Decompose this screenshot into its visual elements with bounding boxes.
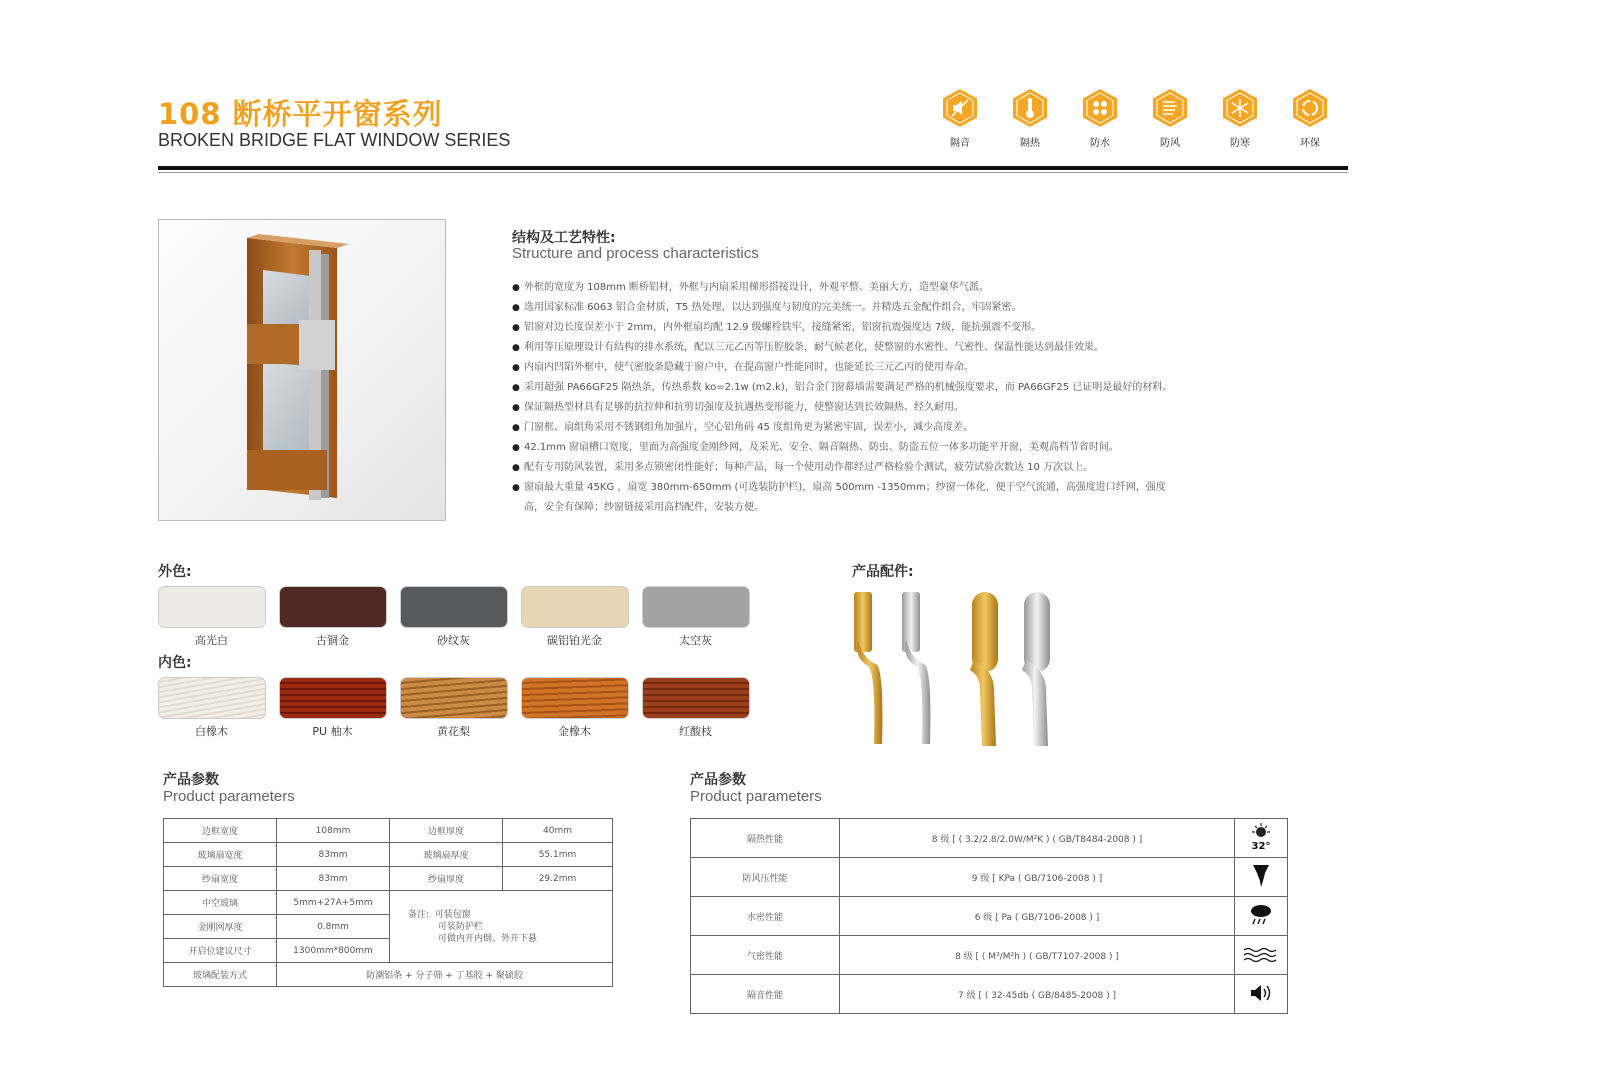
swatch-outer-2 <box>279 586 386 648</box>
outer-color-label: 外色: <box>158 564 192 580</box>
feature-eco <box>1290 88 1330 149</box>
swatch-outer-5 <box>642 586 749 648</box>
table-row <box>164 891 613 915</box>
page-subtitle: BROKEN BRIDGE FLAT WINDOW SERIES <box>158 130 511 150</box>
list-item: ● 外框的宽度为 108mm 断桥铝材，外框与内扇采用梯形搭接设计，外观平整、美丽大方，造型豪华气派。 <box>512 278 1232 298</box>
feature-label: 防水 <box>1090 138 1110 149</box>
water-drops-icon <box>1081 88 1119 128</box>
table-icon-cell <box>1235 936 1288 975</box>
handles-illustration <box>848 590 1078 750</box>
list-item: ● 采用超强 PA66GF25 隔热条，传热系数 ko=2.1w (m2.k)，铝合金门窗幕墙需要满足严格的机械强度要求，而 PA66GF25 已证明是最好的材料。 <box>512 378 1232 398</box>
thermometer-icon <box>1011 88 1049 128</box>
table-cell: 8 级 [ ( M³/M²h ) ( GB/T7107-2008 ) ] <box>840 936 1235 975</box>
table-cell: 纱扇厚度 <box>390 867 503 891</box>
table-row <box>164 867 613 891</box>
table-cell: 玻璃扇厚度 <box>390 843 503 867</box>
swatch-name: 黄花梨 <box>437 725 470 738</box>
list-item: ● 42.1mm 窗扇槽口宽度，里面为高强度金刚纱网，及采光、安全、隔音隔热、防虫、防盗五位一体多功能平开窗，美观高档节省时间。 <box>512 438 1232 458</box>
table-cell: 水密性能 <box>691 897 840 936</box>
table-cell: 40mm <box>503 819 613 843</box>
params-right-heading-en: Product parameters <box>690 788 822 805</box>
table-row <box>691 819 1288 858</box>
swatch-name: 高光白 <box>195 634 228 647</box>
params-left-table <box>163 818 613 987</box>
list-item: ● 内扇内凹陷外框中，使气密胶条隐藏于窗户中，在提高窗户性能同时，也能延长三元乙丙的使用寿命。 <box>512 358 1232 378</box>
swatch-outer-4 <box>521 586 628 648</box>
swatch-name: 太空灰 <box>679 634 712 647</box>
note-line: 可装包窗 <box>434 909 471 920</box>
table-icon-cell <box>1235 975 1288 1014</box>
table-row <box>691 897 1288 936</box>
product-image <box>158 219 446 521</box>
table-cell: 防潮铝条 + 分子筛 + 丁基胶 + 聚硫胶 <box>277 963 613 987</box>
table-cell: 隔热性能 <box>691 819 840 858</box>
table-row <box>691 936 1288 975</box>
swatch-name: 红酸枝 <box>679 725 712 738</box>
color-chip <box>642 586 750 628</box>
table-cell: 玻璃配装方式 <box>164 963 277 987</box>
feature-windproof <box>1150 88 1190 149</box>
swatch-outer-3 <box>400 586 507 648</box>
list-item: ● 保证隔热型材具有足够的抗拉伸和抗剪切强度及抗遇热变形能力，使整窗达到长效隔热、经久耐用。 <box>512 398 1232 418</box>
table-cell: 108mm <box>277 819 390 843</box>
swatch-inner-2 <box>279 677 386 739</box>
table-cell: 气密性能 <box>691 936 840 975</box>
table-note-cell <box>390 891 613 963</box>
table-cell: 纱扇宽度 <box>164 867 277 891</box>
list-item: ● 窗扇最大重量 45KG ，扇宽 380mm-650mm (可选装防护栏)，扇高 500mm -1350mm；纱窗一体化，便于空气流通，高强度进口纤网，强度高，安全有保障；纱窗链接采用高档配件，安装方便。 <box>512 478 1174 518</box>
color-chip <box>400 586 508 628</box>
table-cell: 55.1mm <box>503 843 613 867</box>
color-chip <box>521 677 629 719</box>
list-item: ● 选用国家标准 6063 铝合金材质，T5 热处理，以达到强度与韧度的完美统一。并精选五金配件组合，牢固紧密。 <box>512 298 1232 318</box>
handle-gold-1-lever <box>857 640 882 744</box>
table-cell: 边框厚度 <box>390 819 503 843</box>
table-row <box>691 975 1288 1014</box>
header-divider <box>158 166 1348 170</box>
table-row <box>164 819 613 843</box>
air-waves-icon <box>1243 946 1279 962</box>
handle-silver-1 <box>902 592 920 652</box>
color-chip <box>400 677 508 719</box>
structure-heading-en: Structure and process characteristics <box>512 245 759 262</box>
params-right-heading-cn: 产品参数 <box>690 772 746 788</box>
structure-bullet-list <box>512 278 1232 518</box>
feature-label: 防风 <box>1160 138 1180 149</box>
table-cell: 29.2mm <box>503 867 613 891</box>
table-cell: 中空玻璃 <box>164 891 277 915</box>
swatch-outer-1 <box>158 586 265 648</box>
swatch-name: 砂纹灰 <box>437 634 470 647</box>
table-row <box>164 843 613 867</box>
feature-waterproof <box>1080 88 1120 149</box>
table-cell: 1300mm*800mm <box>277 939 390 963</box>
list-item: ● 配有专用防风装置，采用多点锁密闭性能好；每种产品，每一个使用动作都经过严格检验个测试，疲劳试验次数达 10 万次以上。 <box>512 458 1232 478</box>
feature-label: 隔热 <box>1020 138 1040 149</box>
list-item: ● 门窗框、扇组角采用不锈钢组角加强片，空心铝角码 45 度组角更为紧密牢固，误差小，减少高度差。 <box>512 418 1232 438</box>
color-chip <box>279 586 387 628</box>
feature-soundproof <box>940 88 980 149</box>
feature-coldproof <box>1220 88 1260 149</box>
handle-gold-2 <box>972 592 998 672</box>
swatch-name: 金橡木 <box>558 725 591 738</box>
handle-gold-2-lever <box>970 660 996 746</box>
table-cell: 9 级 [ KPa ( GB/7106-2008 ) ] <box>840 858 1235 897</box>
speaker-icon <box>1249 982 1273 1004</box>
list-item: ● 铝窗对边长度误差小于 2mm，内外框扇均配 12.9 级螺栓铁牢，接缝紧密，铝窗抗震强度达 7级，能抗强震不变形。 <box>512 318 1232 338</box>
header-divider-thin <box>158 172 1348 173</box>
handle-silver-1-lever <box>905 640 930 744</box>
table-cell: 0.8mm <box>277 915 390 939</box>
handle-silver-2-lever <box>1022 660 1048 746</box>
params-left-heading-cn: 产品参数 <box>163 772 219 788</box>
table-row <box>164 963 613 987</box>
inner-color-label: 内色: <box>158 655 192 671</box>
table-row <box>691 858 1288 897</box>
feature-label: 防寒 <box>1230 138 1250 149</box>
table-cell: 6 级 [ Pa ( GB/7106-2008 ) ] <box>840 897 1235 936</box>
table-cell: 7 级 [ ( 32-45db ( GB/8485-2008 ) ] <box>840 975 1235 1014</box>
table-cell: 玻璃扇宽度 <box>164 843 277 867</box>
outer-color-swatches <box>158 586 749 648</box>
structure-heading-cn: 结构及工艺特性: <box>512 230 616 246</box>
sound-mute-icon <box>941 88 979 128</box>
accessories-label: 产品配件: <box>852 564 914 580</box>
feature-label: 隔音 <box>950 138 970 149</box>
page-title: 108 断桥平开窗系列 <box>158 97 443 131</box>
list-item: ● 利用等压原理设计有结构的排水系统，配以三元乙丙等压腔胶条，耐气候老化，使整窗的水密性、气密性、保温性能达到最佳效果。 <box>512 338 1232 358</box>
table-cell: 8 级 [ ( 3.2/2.8/2.0W/M²K ) ( GB/T8484-2008 ) ] <box>840 819 1235 858</box>
table-cell: 边框宽度 <box>164 819 277 843</box>
swatch-inner-3 <box>400 677 507 739</box>
swatch-name: 古铜金 <box>316 634 349 647</box>
table-icon-cell <box>1235 819 1288 858</box>
table-cell: 83mm <box>277 843 390 867</box>
feature-heat-insulation <box>1010 88 1050 149</box>
sun-temperature-icon <box>1244 822 1278 852</box>
params-right-table <box>690 818 1288 1014</box>
note-line: 可装防护栏 <box>438 921 484 932</box>
inner-color-swatches <box>158 677 749 739</box>
swatch-inner-1 <box>158 677 265 739</box>
color-chip <box>158 586 266 628</box>
note-line: 可做内开内倒、外开下悬 <box>438 933 538 944</box>
feature-label: 环保 <box>1300 138 1320 149</box>
color-chip <box>521 586 629 628</box>
color-chip <box>158 677 266 719</box>
table-cell: 隔音性能 <box>691 975 840 1014</box>
table-cell: 83mm <box>277 867 390 891</box>
tornado-icon <box>1251 863 1271 889</box>
table-icon-cell <box>1235 897 1288 936</box>
swatch-inner-4 <box>521 677 628 739</box>
icon-temperature-text: 32° <box>1251 840 1271 852</box>
rain-cloud-icon <box>1248 902 1274 928</box>
handle-silver-2 <box>1024 592 1050 672</box>
params-left-heading-en: Product parameters <box>163 788 295 805</box>
swatch-name: 碳铝铂光金 <box>547 634 602 647</box>
feature-bar <box>940 88 1330 152</box>
swatch-name: 白橡木 <box>195 725 228 738</box>
color-chip <box>279 677 387 719</box>
handle-gold-1 <box>854 592 872 652</box>
table-cell: 5mm+27A+5mm <box>277 891 390 915</box>
table-icon-cell <box>1235 858 1288 897</box>
table-cell: 开启位建议尺寸 <box>164 939 277 963</box>
window-profile-illustration <box>159 220 445 520</box>
swatch-name: PU 柚木 <box>312 725 353 738</box>
wind-icon <box>1151 88 1189 128</box>
color-chip <box>642 677 750 719</box>
table-cell: 金刚网厚度 <box>164 915 277 939</box>
table-cell: 防风压性能 <box>691 858 840 897</box>
note-label: 备注: <box>408 909 430 920</box>
swatch-inner-5 <box>642 677 749 739</box>
recycle-icon <box>1291 88 1329 128</box>
snowflake-icon <box>1221 88 1259 128</box>
